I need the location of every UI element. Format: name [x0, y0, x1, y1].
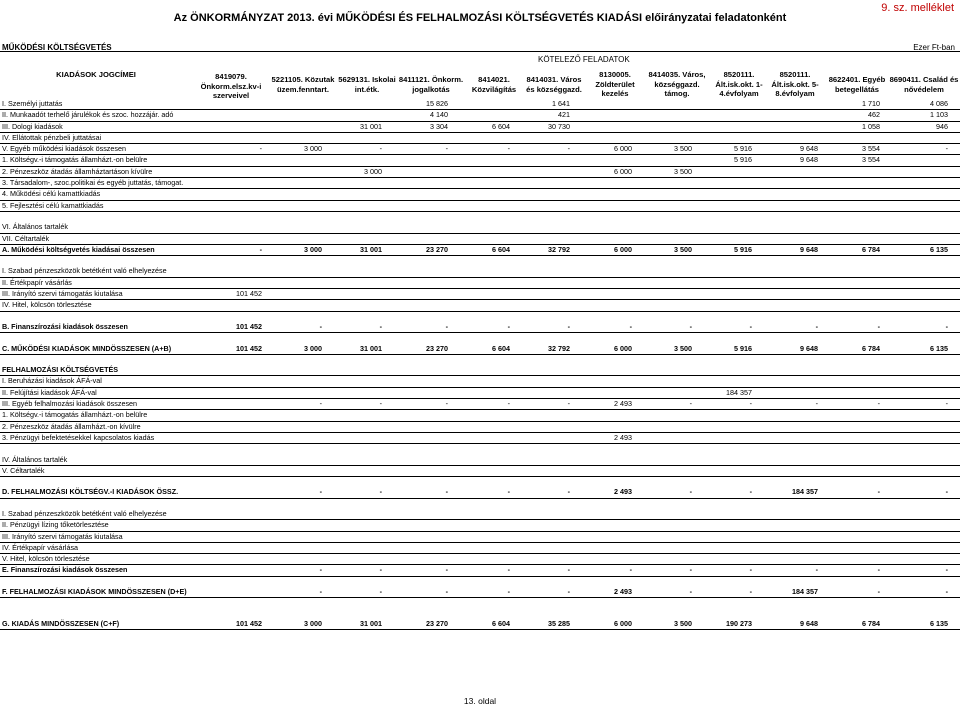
cell-value: 3 000 — [304, 244, 322, 254]
col-header-2: 5221105. Közutak üzem.fenntart. — [271, 75, 335, 94]
cell-value: 6 604 — [492, 343, 510, 353]
table-row — [0, 155, 960, 166]
cell-value: - — [445, 399, 448, 409]
table-row — [0, 212, 960, 222]
table-row — [0, 300, 960, 311]
cell-value: 421 — [558, 110, 570, 120]
cell-value: 31 001 — [360, 343, 382, 353]
cell-value: 4 140 — [430, 110, 448, 120]
table-row — [0, 234, 960, 245]
cell-value: 6 000 — [614, 144, 632, 154]
table-row — [0, 256, 960, 266]
cell-value: - — [689, 587, 692, 597]
cell-value: 3 000 — [304, 618, 322, 628]
cell-value: 32 792 — [548, 244, 570, 254]
table-row — [0, 410, 960, 421]
row-label: V. Egyéb működési kiadások összesen — [2, 144, 126, 154]
cell-value: - — [507, 587, 510, 597]
table-row — [0, 532, 960, 543]
table-row — [0, 278, 960, 289]
cell-value: - — [507, 565, 510, 575]
cell-value: - — [259, 244, 262, 254]
table-row — [0, 222, 960, 233]
table-row — [0, 487, 960, 498]
cell-value: 9 648 — [800, 155, 818, 165]
cell-value: 6 604 — [492, 244, 510, 254]
row-label: IV. Hitel, kölcsön törlesztése — [2, 300, 92, 310]
cell-value: 6 784 — [862, 618, 880, 628]
cell-value: 23 270 — [426, 618, 448, 628]
table-row — [0, 133, 960, 144]
cell-value: 2 493 — [614, 432, 632, 442]
table-row — [0, 178, 960, 189]
cell-value: - — [815, 321, 818, 331]
table-row — [0, 365, 960, 376]
cell-value: 6 604 — [492, 618, 510, 628]
cell-value: - — [445, 565, 448, 575]
table-row — [0, 99, 960, 110]
cell-value: - — [877, 321, 880, 331]
col-header-4: 8411121. Önkorm. jogalkotás — [398, 75, 464, 94]
cell-value: - — [749, 565, 752, 575]
table-row — [0, 245, 960, 256]
table-row — [0, 201, 960, 212]
row-label: 4. Működési célú kamattkiadás — [2, 189, 101, 199]
cell-value: - — [877, 565, 880, 575]
cell-value: 1 058 — [862, 121, 880, 131]
row-label: 1. Költségv.-i támogatás államházt.-on belülre — [2, 410, 148, 420]
cell-value: - — [629, 321, 632, 331]
row-label: C. MŰKÖDÉSI KIADÁSOK MINDÖSSZESEN (A+B) — [2, 343, 172, 353]
cell-value: 101 452 — [236, 343, 262, 353]
cell-value: 30 730 — [548, 121, 570, 131]
row-label: 1. Költségv.-i támogatás államházt.-on belülre — [2, 155, 148, 165]
cell-value: - — [689, 565, 692, 575]
cell-value: - — [507, 321, 510, 331]
cell-value: - — [319, 587, 322, 597]
cell-value: - — [445, 587, 448, 597]
cell-value: - — [445, 321, 448, 331]
cell-value: 23 270 — [426, 244, 448, 254]
row-label: VI. Általános tartalék — [2, 222, 68, 232]
col-header-1: 8419079. Önkorm.elsz.kv-i szerveivel — [200, 72, 262, 100]
table-row — [0, 520, 960, 531]
row-label: 3. Társadalom-, szoc.politikai és egyéb juttatás, támogat. — [2, 178, 184, 188]
row-label: III. Egyéb felhalmozási kiadások összesen — [2, 399, 138, 409]
table-row — [0, 477, 960, 487]
cell-value: - — [567, 399, 570, 409]
table-row — [0, 543, 960, 554]
table-row — [0, 167, 960, 178]
cell-value: - — [445, 487, 448, 497]
row-label: V. Céltartalék — [2, 465, 45, 475]
table-row — [0, 312, 960, 322]
cell-value: 15 826 — [426, 99, 448, 108]
cell-value: - — [567, 565, 570, 575]
cell-value: 3 304 — [430, 121, 448, 131]
cell-value: - — [319, 321, 322, 331]
cell-value: - — [567, 487, 570, 497]
cell-value: 190 273 — [726, 618, 752, 628]
cell-value: 6 784 — [862, 343, 880, 353]
cell-value: - — [749, 321, 752, 331]
table-row — [0, 433, 960, 444]
cell-value: - — [379, 487, 382, 497]
col-header-8: 8414035. Város, községgazd. támog. — [648, 70, 706, 98]
cell-value: 3 500 — [674, 144, 692, 154]
cell-value: 1 710 — [862, 99, 880, 108]
table-row — [0, 399, 960, 410]
row-label: I. Szabad pénzeszközök betétként való elhelyezése — [2, 266, 167, 276]
cell-value: 31 001 — [360, 121, 382, 131]
cell-value: - — [259, 144, 262, 154]
cell-value: - — [749, 487, 752, 497]
cell-value: 2 493 — [614, 487, 632, 497]
row-header-label: KIADÁSOK JOGCÍMEI — [56, 70, 136, 79]
cell-value: 23 270 — [426, 343, 448, 353]
cell-value: 5 916 — [734, 155, 752, 165]
cell-value: 3 000 — [304, 144, 322, 154]
row-label: 2. Pénzeszköz átadás államházt.-on kívülre — [2, 421, 141, 431]
cell-value: 184 357 — [792, 487, 818, 497]
row-label: 5. Fejlesztési célú kamattkiadás — [2, 200, 104, 210]
cell-value: 31 001 — [360, 618, 382, 628]
cell-value: 6 604 — [492, 121, 510, 131]
cell-value: - — [379, 144, 382, 154]
row-label: VII. Céltartalék — [2, 233, 50, 243]
col-header-11: 8622401. Egyéb betegellátás — [828, 75, 886, 94]
cell-value: 1 641 — [552, 99, 570, 108]
table-row — [0, 189, 960, 200]
table-row — [0, 444, 960, 454]
cell-value: - — [629, 565, 632, 575]
table-row — [0, 422, 960, 433]
cell-value: 6 000 — [614, 166, 632, 176]
table-row — [0, 598, 960, 608]
row-label: 3. Pénzügyi befektetésekkel kapcsolatos kiadás — [2, 432, 155, 442]
cell-value: - — [877, 487, 880, 497]
row-label: I. Személyi juttatás — [2, 99, 63, 108]
cell-value: 3 500 — [674, 343, 692, 353]
page-number: 13. oldal — [463, 696, 497, 706]
cell-value: - — [689, 399, 692, 409]
cell-value: 6 135 — [930, 618, 948, 628]
table-row — [0, 266, 960, 277]
cell-value: 462 — [868, 110, 880, 120]
row-label: 2. Pénzeszköz átadás államháztartáson kívülre — [2, 166, 153, 176]
row-label: F. FELHALMOZÁSI KIADÁSOK MINDÖSSZESEN (D+E) — [2, 587, 187, 597]
table-row — [0, 344, 960, 355]
table-row — [0, 110, 960, 121]
col-header-6: 8414031. Város és községgazd. — [526, 75, 582, 94]
annex-label: 9. sz. melléklet — [881, 2, 954, 14]
row-label: III. Irányító szervi támogatás kiutalása — [2, 289, 123, 299]
cell-value: 101 452 — [236, 289, 262, 299]
table-row — [0, 388, 960, 399]
row-label: E. Finanszírozási kiadások összesen — [2, 565, 128, 575]
table-row — [0, 122, 960, 133]
table-row — [0, 466, 960, 477]
col-header-12: 8690411. Család és nővédelem — [889, 75, 959, 94]
col-header-5: 8414021. Közvilágítás — [471, 75, 517, 94]
cell-value: - — [379, 587, 382, 597]
row-label: I. Szabad pénzeszközök betétként való elhelyezése — [2, 508, 167, 518]
cell-value: 5 916 — [734, 343, 752, 353]
cell-value: - — [749, 399, 752, 409]
cell-value: - — [507, 399, 510, 409]
row-label: III. Dologi kiadások — [2, 121, 63, 131]
table-row — [0, 565, 960, 576]
cell-value: 2 493 — [614, 399, 632, 409]
cell-value: - — [379, 399, 382, 409]
table-row — [0, 609, 960, 619]
cell-value: 9 648 — [800, 144, 818, 154]
row-label: IV. Értékpapír vásárlása — [2, 542, 79, 552]
cell-value: - — [815, 565, 818, 575]
row-label: II. Felújítási kiadások ÁFÁ-val — [2, 387, 97, 397]
cell-value: 3 000 — [304, 343, 322, 353]
cell-value: 6 000 — [614, 343, 632, 353]
col-header-10: 8520111. Ált.isk.okt. 5-8.évfolyam — [771, 70, 819, 98]
table-row — [0, 376, 960, 387]
row-label: II. Munkaadót terhelő járulékok és szoc. hozzájár. adó — [2, 110, 174, 120]
cell-value: - — [815, 399, 818, 409]
table-row — [0, 144, 960, 155]
cell-value: 31 001 — [360, 244, 382, 254]
table-row — [0, 333, 960, 343]
cell-value: 6 000 — [614, 618, 632, 628]
col-header-7: 8130005. Zöldterület kezelés — [595, 70, 635, 98]
mandatory-tasks-header: KÖTELEZŐ FELADATOK — [538, 55, 630, 64]
cell-value: - — [319, 565, 322, 575]
cell-value: 4 086 — [930, 99, 948, 108]
cell-value: 9 648 — [800, 618, 818, 628]
cell-value: - — [877, 587, 880, 597]
row-label: D. FELHALMOZÁSI KÖLTSÉGV.-I KIADÁSOK ÖSSZ. — [2, 487, 179, 497]
cell-value: - — [567, 144, 570, 154]
cell-value: 9 648 — [800, 343, 818, 353]
row-label: I. Beruházási kiadások ÁFÁ-val — [2, 376, 102, 386]
cell-value: - — [945, 565, 948, 575]
table-row — [0, 577, 960, 587]
cell-value: - — [945, 487, 948, 497]
cell-value: 3 500 — [674, 166, 692, 176]
row-label: B. Finanszírozási kiadások összesen — [2, 321, 128, 331]
cell-value: - — [689, 321, 692, 331]
cell-value: 184 357 — [726, 387, 752, 397]
header-rule — [0, 51, 960, 52]
cell-value: - — [379, 321, 382, 331]
cell-value: - — [567, 321, 570, 331]
table-row — [0, 619, 960, 630]
row-label: IV. Általános tartalék — [2, 454, 68, 464]
cell-value: 3 000 — [364, 166, 382, 176]
row-label: III. Irányító szervi támogatás kiutalása — [2, 531, 123, 541]
row-label: II. Pénzügyi lízing tőketörlesztése — [2, 520, 109, 530]
cell-value: - — [379, 565, 382, 575]
cell-value: - — [749, 587, 752, 597]
cell-value: - — [945, 399, 948, 409]
cell-value: - — [319, 399, 322, 409]
cell-value: - — [567, 587, 570, 597]
cell-value: 1 103 — [930, 110, 948, 120]
cell-value: - — [945, 587, 948, 597]
cell-value: 184 357 — [792, 587, 818, 597]
cell-value: 101 452 — [236, 321, 262, 331]
cell-value: 3 500 — [674, 244, 692, 254]
cell-value: 5 916 — [734, 244, 752, 254]
budget-table — [0, 99, 960, 630]
table-row — [0, 587, 960, 598]
cell-value: - — [689, 487, 692, 497]
cell-value: 3 554 — [862, 155, 880, 165]
cell-value: - — [877, 399, 880, 409]
cell-value: 3 554 — [862, 144, 880, 154]
row-label: G. KIADÁS MINDÖSSZESEN (C+F) — [2, 618, 120, 628]
row-label: II. Értékpapír vásárlás — [2, 277, 72, 287]
table-row — [0, 509, 960, 520]
cell-value: 2 493 — [614, 587, 632, 597]
cell-value: 32 792 — [548, 343, 570, 353]
section-title: MŰKÖDÉSI KÖLTSÉGVETÉS — [2, 43, 112, 52]
cell-value: 35 285 — [548, 618, 570, 628]
row-label: A. Működési költségvetés kiadásai összesen — [2, 244, 155, 254]
unit-label: Ezer Ft-ban — [913, 43, 955, 52]
cell-value: - — [445, 144, 448, 154]
cell-value: 6 135 — [930, 343, 948, 353]
col-header-9: 8520111. Ált.isk.okt. 1-4.évfolyam — [715, 70, 763, 98]
cell-value: 6 000 — [614, 244, 632, 254]
cell-value: - — [945, 321, 948, 331]
table-row — [0, 455, 960, 466]
cell-value: - — [507, 144, 510, 154]
cell-value: 5 916 — [734, 144, 752, 154]
cell-value: 101 452 — [236, 618, 262, 628]
table-row — [0, 322, 960, 333]
row-label: V. Hitel, kölcsön törlesztése — [2, 554, 90, 564]
cell-value: - — [319, 487, 322, 497]
cell-value: - — [507, 487, 510, 497]
table-row — [0, 355, 960, 365]
table-row — [0, 499, 960, 509]
document-title: Az ÖNKORMÁNYZAT 2013. évi MŰKÖDÉSI ÉS FELHALMOZÁSI KÖLTSÉGVETÉS KIADÁSI előirányzatai feladatonként — [173, 12, 787, 24]
table-row — [0, 289, 960, 300]
cell-value: - — [945, 144, 948, 154]
col-header-3: 5629131. Iskolai int.étk. — [338, 75, 396, 94]
cell-value: 6 135 — [930, 244, 948, 254]
row-label: IV. Ellátottak pénzbeli juttatásai — [2, 132, 102, 142]
cell-value: 9 648 — [800, 244, 818, 254]
row-label: FELHALMOZÁSI KÖLTSÉGVETÉS — [2, 365, 119, 375]
cell-value: 3 500 — [674, 618, 692, 628]
cell-value: 6 784 — [862, 244, 880, 254]
cell-value: 946 — [936, 121, 948, 131]
table-row — [0, 554, 960, 565]
